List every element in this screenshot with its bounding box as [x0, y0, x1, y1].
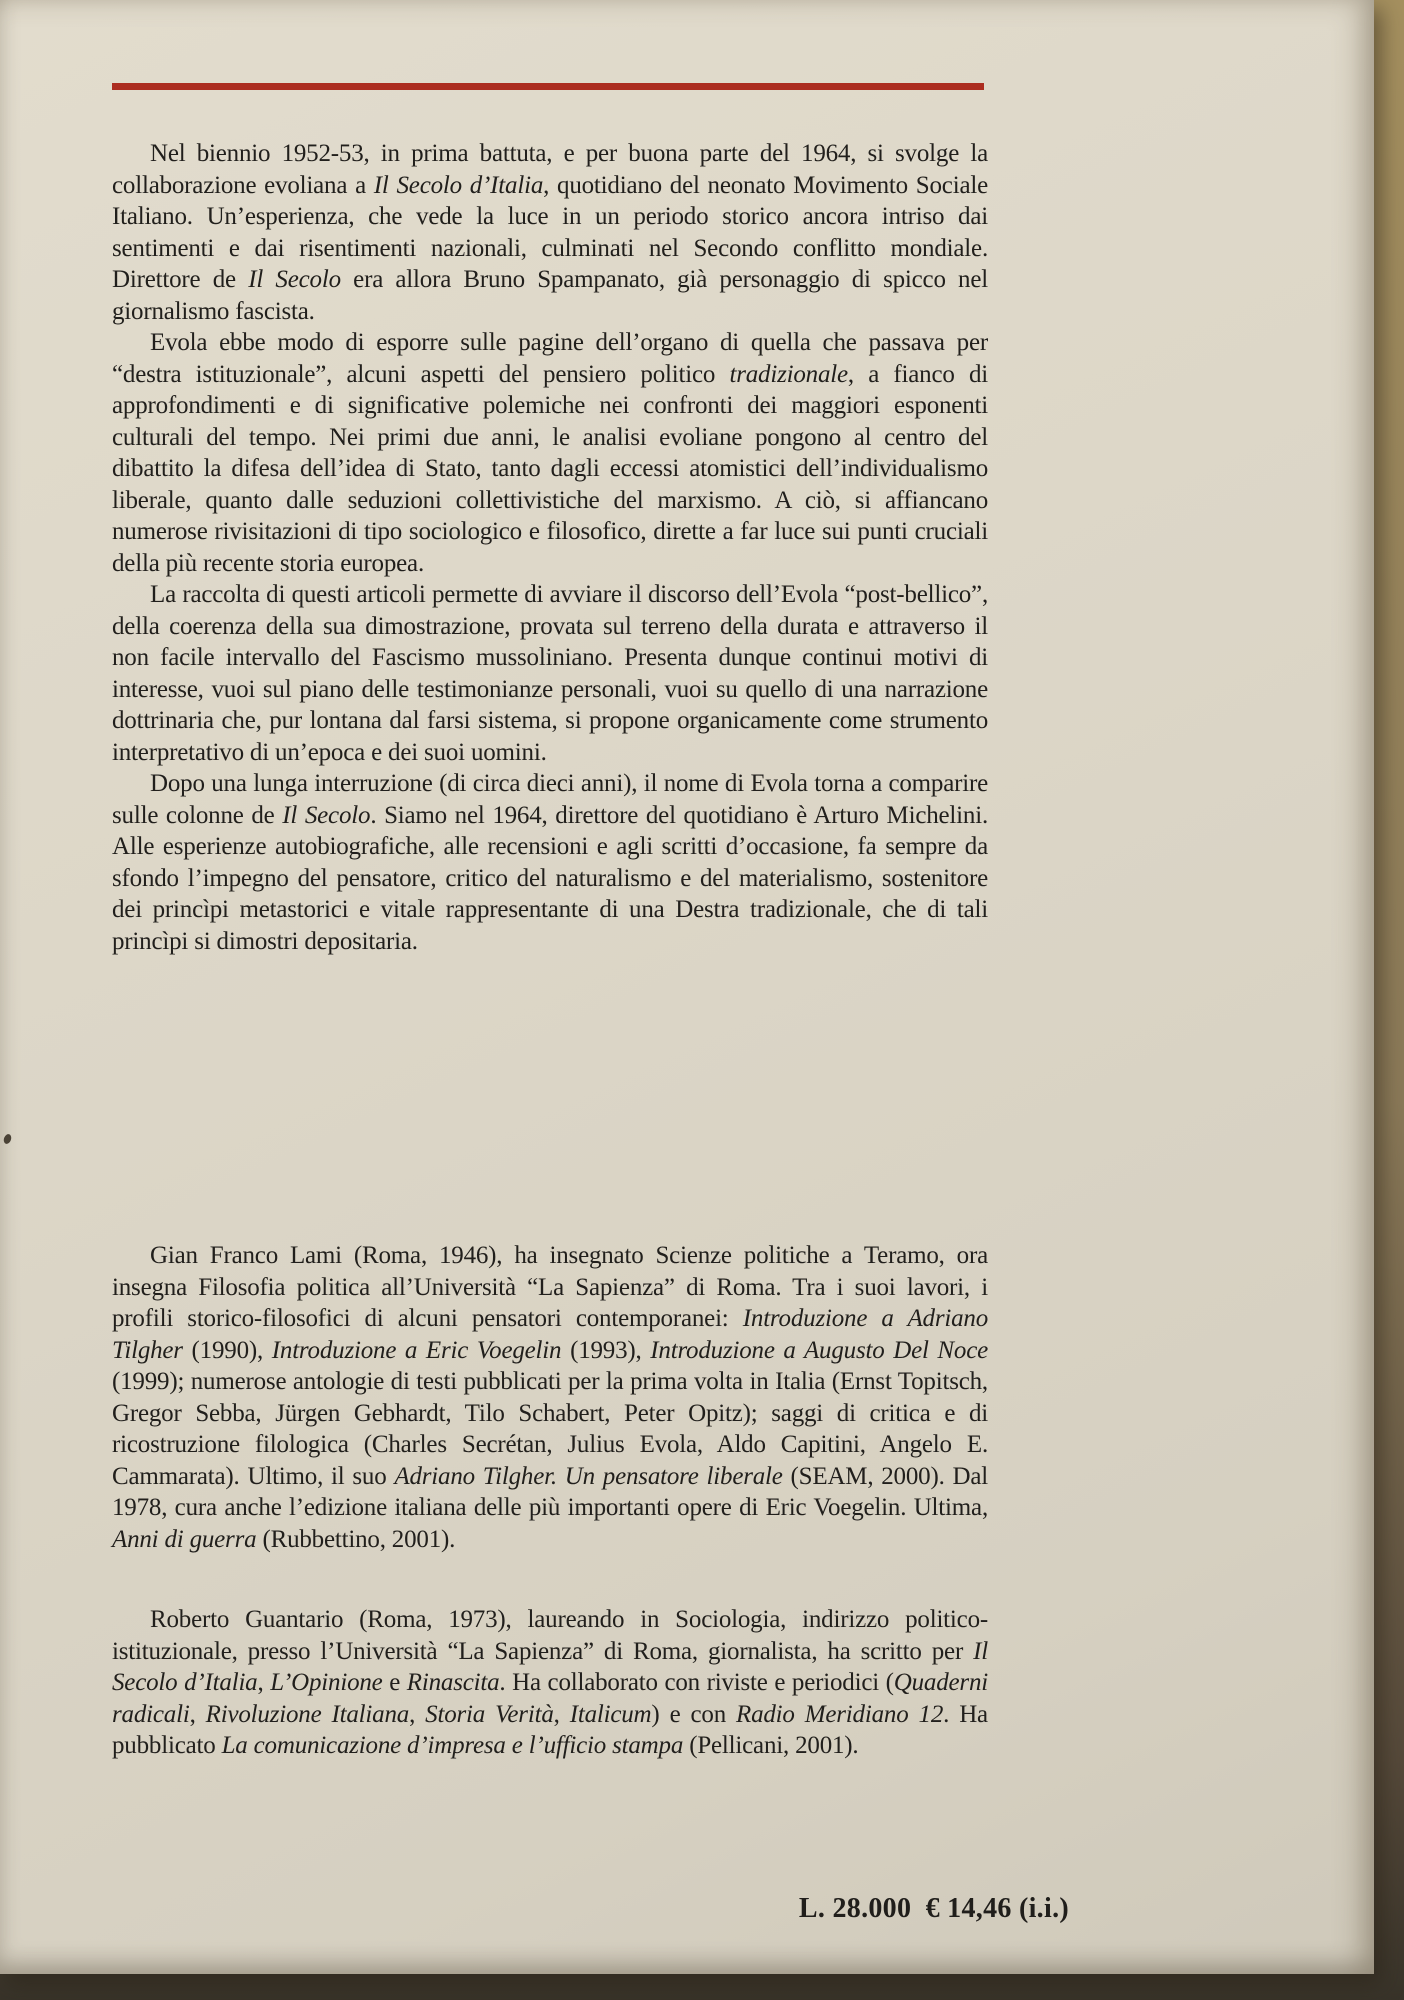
body-text: La raccolta di questi articoli permette di avviare il discorso dell’Evola “post-bellico”, della coerenza della sua dimostrazione, provata sul terreno della durata e attraverso il non facile intervallo del Fascismo mussoliniano. Presenta dunque continui motivi di interesse, vuoi sul piano delle testimonianze personali, vuoi su quello di una narrazione dottrinaria che, pur lontana dal farsi sistema, si propone organicamente come strumento interpretativo di un’epoca e dei suoi uomini.: [112, 581, 988, 766]
body-text: ,: [553, 1700, 570, 1728]
body-text: (Pellicani, 2001).: [683, 1732, 859, 1759]
photo-speck: [3, 1133, 13, 1145]
italic-work-title: Introduzione a Augusto Del Noce: [650, 1336, 989, 1364]
author-bios-block: [112, 1240, 988, 1762]
body-text: e: [382, 1669, 407, 1696]
synopsis-paragraph-2: [112, 327, 988, 579]
italic-work-title: Introduzione a Adriano Tilgher: [112, 1305, 988, 1364]
body-text: ,: [257, 1669, 271, 1696]
italic-work-title: Il Secolo d’Italia: [373, 171, 544, 199]
body-text: (1999); numerose antologie di testi pubblicati per la prima volta in Italia (Ernst Topitsch, Gregor Sebba, Jürgen Gebhardt, Tilo Schabert, Peter Opitz); saggi di critica e di ricostruzione filologica (Charles Secrétan, Julius Evola, Aldo Capitini, Angelo E. Cammarata). Ultimo, il suo: [112, 1368, 988, 1490]
body-text: Gian Franco Lami (Roma, 1946), ha insegnato Scienze politiche a Teramo, ora insegna Filosofia politica all’Università “La Sapienza” di Roma. Tra i suoi lavori, i profili storico-filosofici di alcuni pensatori contemporanei:: [112, 1242, 988, 1332]
synopsis-block: [112, 138, 988, 957]
body-text: , a fianco di approfondimenti e di significative polemiche nei confronti dei maggiori esponenti culturali del tempo. Nei primi due anni, le analisi evoliane pongono al centro del dibattito la difesa dell’idea di Stato, tanto dagli eccessi atomistici dell’individualismo liberale, quanto dalle seduzioni collettivistiche del marxismo. A ciò, si affiancano numerose rivisitazioni di tipo sociologico e filosofico, dirette a far luce sui punti cruciali della più recente storia europea.: [112, 360, 988, 577]
body-text: . Ha collaborato con riviste e periodici (: [499, 1669, 894, 1696]
italic-work-title: Il Secolo d’Italia: [112, 1637, 988, 1696]
author-bio-guantario: [112, 1604, 988, 1762]
red-divider-rule: [112, 83, 984, 90]
body-text: Roberto Guantario (Roma, 1973), laureando in Sociologia, indirizzo politico-istituzionale, presso l’Università “La Sapienza” di Roma, giornalista, ha scritto per: [112, 1606, 988, 1665]
italic-work-title: La comunicazione d’impresa e l’ufficio stampa: [221, 1732, 684, 1759]
price-line: L. 28.000 € 14,46 (i.i.): [798, 1893, 1069, 1924]
italic-work-title: tradizionale: [729, 360, 848, 388]
synopsis-paragraph-4: [112, 768, 988, 957]
body-text: Evola ebbe modo di esporre sulle pagine dell’organo di quella che passava per “destra istituzionale”, alcuni aspetti del pensiero politico: [112, 329, 988, 388]
italic-work-title: Rinascita: [406, 1669, 500, 1696]
italic-work-title: Storia Verità: [425, 1700, 554, 1728]
italic-work-title: L’Opinione: [270, 1669, 383, 1696]
body-text: ,: [409, 1700, 426, 1728]
body-text: (Rubbettino, 2001).: [256, 1525, 456, 1553]
author-bio-lami: [112, 1240, 988, 1555]
italic-work-title: Adriano Tilgher. Un pensatore liberale: [394, 1462, 783, 1490]
synopsis-paragraph-3: [112, 579, 988, 768]
italic-work-title: Introduzione a Eric Voegelin: [271, 1336, 562, 1364]
body-text: . Siamo nel 1964, direttore del quotidiano è Arturo Michelini. Alle esperienze autobiografiche, alle recensioni e agli scritti d’occasione, fa sempre da sfondo l’impegno del pensatore, critico del naturalismo e del materialismo, sostenitore dei princìpi metastorici e vitale rappresentante di una Destra tradizionale, che di tali princìpi si dimostri depositaria.: [112, 801, 989, 955]
body-text: Dopo una lunga interruzione (di circa dieci anni), il nome di Evola torna a comparire sulle colonne de: [112, 770, 988, 829]
body-text: (1990),: [182, 1336, 272, 1364]
italic-work-title: Italicum: [569, 1700, 652, 1728]
italic-work-title: Radio Meridiano 12: [736, 1700, 944, 1728]
body-text: (1993),: [561, 1336, 651, 1364]
body-text: , quotidiano del neonato Movimento Sociale Italiano. Un’esperienza, che vede la luce in un periodo storico ancora intriso dai sentimenti e dai risentimenti nazionali, culminati nel Secondo conflitto mondiale. Direttore de: [112, 171, 988, 293]
italic-work-title: Rivoluzione Italiana: [205, 1700, 410, 1728]
italic-work-title: Il Secolo: [282, 801, 371, 829]
body-text: ,: [189, 1700, 206, 1728]
body-text: . Ha pubblicato: [112, 1700, 988, 1759]
synopsis-paragraph-1: [112, 138, 988, 327]
italic-work-title: Anni di guerra: [112, 1525, 257, 1553]
italic-work-title: Quaderni radicali: [112, 1669, 988, 1728]
italic-work-title: Il Secolo: [248, 266, 341, 293]
body-text: ) e con: [651, 1700, 737, 1728]
body-text: Nel biennio 1952-53, in prima battuta, e per buona parte del 1964, si svolge la collaborazione evoliana a: [112, 140, 988, 199]
body-text: era allora Bruno Spampanato, già personaggio di spicco nel giornalismo fascista.: [112, 266, 988, 325]
body-text: (SEAM, 2000). Dal 1978, cura anche l’edizione italiana delle più importanti opere di Eric Voegelin. Ultima,: [112, 1462, 988, 1521]
